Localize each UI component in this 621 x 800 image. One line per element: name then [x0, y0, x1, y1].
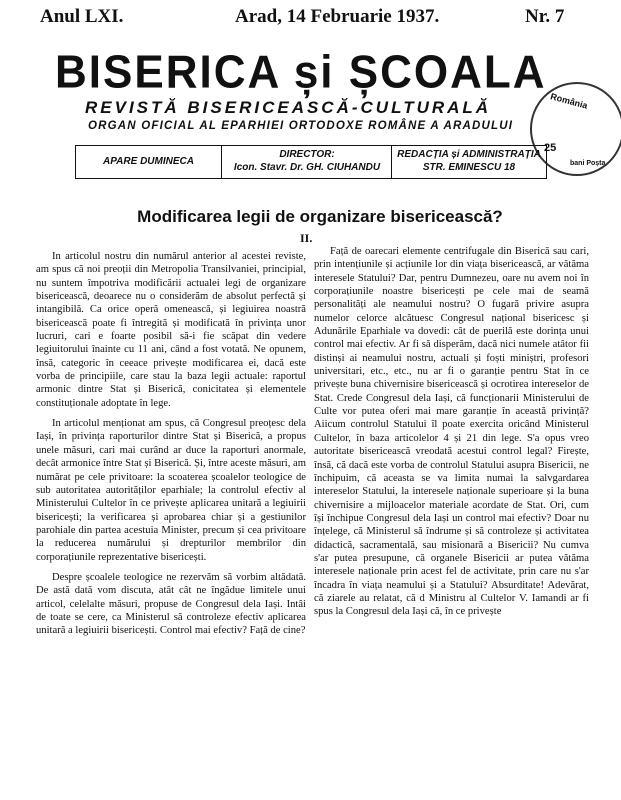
masthead-subtitle: REVISTĂ BISERICEASCĂ-CULTURALĂ [85, 98, 492, 117]
article-column-left [36, 250, 306, 638]
article-column-right [314, 245, 589, 619]
redaction-label: REDACȚIA și ADMINISTRAȚIA [397, 149, 541, 160]
masthead-title: BISERICA și ȘCOALA [55, 46, 547, 99]
masthead-organ-line: ORGAN OFICIAL AL EPARHIEI ORTODOXE ROMÂNE A ARADULUI [88, 120, 514, 132]
stamp-country: România [549, 91, 589, 111]
article-part-number: II. [300, 231, 313, 245]
director-block [223, 146, 391, 178]
paragraph: In articolul menționat am spus, că Congresul preoțesc dela Iași, în privința raporturilor dintre Stat și Biserică, a propus unele măsuri, cari mai curând ar duce la raporturi anormale, decât armonice între Stat și Biserică. Și, între aceste măsuri, am numărat pe cele privitoare: la scoaterea școalelor teologice de sub autoritatea autorităților eparhiale; la controlul efectiv al Ministerului Cultelor în ce privește aplicarea unitară a legiuirii bisericești; la verificarea și aprobarea chiar și a gestiunilor parohiale din partea acestuia Minister, precum și cea privitoare la reducerea numărului și drepturilor membrilor din corporațiunile reprezentative bisericești. [36, 418, 306, 563]
info-divider [391, 146, 392, 178]
paragraph: Față de oarecari elemente centrifugale din Biserică sau cari, prin intențiunile și acțiunile lor din viața bisericească, ar vătăma interesele Statului? Dar, pentru Dumnezeu, oare nu avem noi în corporațiunile noastre bisericești pe cele mai de seamă personalități ale neamului nostru? O fugară privire asupra numelor celorce alcătuesc Congresul național bisericesc și Adunările Eparhiale va dovedi: cât de puerilă este dorința unui control mai efectiv. Ar fi să disperăm, dacă nici numele atâtor fii distinși ai neamului nostru, actuali și foști miniștri, profesori universitari, etc., etc., nu ar fi o garanție pentru Stat în ce privește buna chivernisire bisericească și ocrotirea intereselor de Stat. Crede Congresul dela Iași, că funcționarii Ministerului de Culte vor putea oferi mai mare garanție în această privință? Aiicum controlul Statului îl poate exercita oricând Ministerul Cultelor, în baza articolelor 4 și 21 din lege. S'a opus vreo autoritate bisericească vreodată acestui control legal? Firește, însă, că dacă este vorba de controlul Statului asupra Bisericii, ne închipuim, că aceasta se va limita numai la salvgardarea intereselor Statului, la interesele naționale superioare și la buna chivernisire a mijloacelor materiale acordate de Stat. Ori, cum își închipue Congresul dela Iași un control mai efectiv? Doar nu înțelege, că Ministerul să îndrume și să controleze și activitatea didactică, sacramentală, sau misionară a Bisericii? Nu cumva s'ar putea presupune, că organele Bisericii ar putea vătăma interesele naționale prin acest fel de activitate, prin care nu s'ar încadra în viața neamului și a Statului? Absurditate! Adevărat, că ziarele au relatat, că d Ministru al Cultelor V. Iamandi ar fi spus la Congresul dela Iași că, în ce privește [314, 246, 589, 618]
volume-label: Anul LXI. [40, 6, 124, 27]
paragraph: In articolul nostru din numărul anterior al acestei reviste, am spus că noi preoții din Metropolia Transilvaniei, principial, nu suntem împotriva modificării actualei legi de organizare bisericească, deoarece nu o considerăm de absolut perfectă și intangibilă. Ca orice operă omenească, și legiuirea noastră bisericească poate fi întregită și modificată în privința unor lucruri, cari e foarte posibil să-i fie scăpat din vedere legiuitorului înainte cu 11 ani, când a fost votată. Ne opunem, însă, categoric în ceeace privește modificarea ei, dacă este vorba de principiile, care stau la baza legii actuale: raportul armonic dintre Stat și Biserică, conicitatea și elementele constituționale adoptate în lege. [36, 251, 306, 409]
paragraph: Despre școalele teologice ne rezervăm să vorbim altădată. De astă dată vom discuta, atât cât ne îngădue limitele unui articol, celelalte măsuri, propuse de Congresul dela Iași. Intâi de toate se cere, ca Ministerul să controleze efectiv aplicarea unitară a legiuirii bisericești. Control mai efectiv? Față de cine? [36, 571, 306, 637]
appears-label: APARE DUMINECA [103, 156, 194, 167]
director-name: Icon. Stavr. Dr. GH. CIUHANDU [233, 162, 381, 173]
redaction-block [393, 146, 545, 178]
redaction-address: STR. EMINESCU 18 [422, 162, 516, 173]
place-date: Arad, 14 Februarie 1937. [235, 6, 440, 27]
info-bar [75, 145, 547, 179]
issue-number: Nr. 7 [525, 6, 565, 27]
issue-header-line [40, 6, 590, 32]
stamp-unit: bani Poșta [570, 160, 606, 167]
director-label: DIRECTOR: [279, 149, 335, 160]
info-divider [221, 146, 222, 178]
stamp-value: 25 [544, 142, 557, 154]
article-title: Modificarea legii de organizare bisericească? [137, 207, 503, 226]
